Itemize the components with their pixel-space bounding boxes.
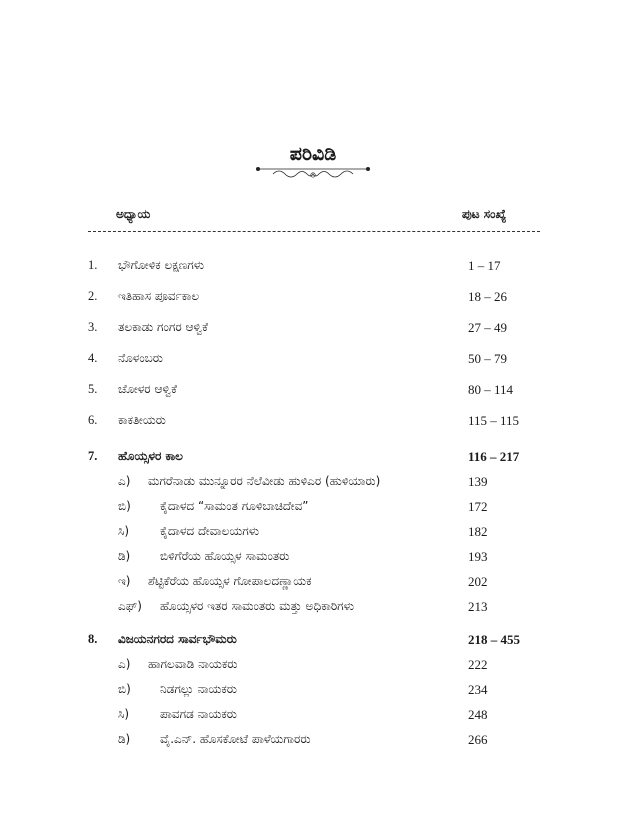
- toc-entry: [0, 707, 626, 727]
- page-range: 172: [468, 499, 488, 514]
- page-range: 27 – 49: [468, 320, 507, 335]
- toc-entry: [0, 474, 626, 494]
- toc-entry: [0, 499, 626, 519]
- page-range: 202: [468, 574, 488, 589]
- toc-entry: [0, 289, 626, 309]
- entry-title: ಪಾವಗಡ ನಾಯಕರು: [160, 707, 237, 721]
- subsection-marker: ಸಿ): [118, 707, 130, 721]
- subsection-marker: ಡಿ): [118, 549, 131, 563]
- entry-title: ಹಾಗಲವಾಡಿ ನಾಯಕರು: [148, 657, 238, 671]
- chapter-number: 3.: [88, 320, 98, 334]
- toc-entry: [0, 682, 626, 702]
- page-range: 193: [468, 549, 488, 564]
- page-range: 213: [468, 599, 488, 614]
- chapter-number: 5.: [88, 382, 98, 396]
- entry-title: ಹೊಯ್ಸಳರ ಕಾಲ: [118, 449, 183, 463]
- chapter-number: 6.: [88, 413, 98, 427]
- subsection-marker: ಎ): [118, 657, 131, 671]
- entry-title: ಭೌಗೋಳಿಕ ಲಕ್ಷಣಗಳು: [118, 258, 205, 272]
- entry-title: ಬಿಳಿಗೆರೆಯ ಹೊಯ್ಸಳ ಸಾಮಂತರು: [160, 549, 290, 563]
- toc-entry: [0, 258, 626, 278]
- page-range: 182: [468, 524, 488, 539]
- chapter-number: 7.: [88, 449, 98, 463]
- page-range: 1 – 17: [468, 258, 501, 273]
- subsection-marker: ಬಿ): [118, 682, 131, 696]
- entry-title: ಕೈದಾಳದ “ಸಾಮಂತ ಗೂಳಿಬಾಚಿದೇವ”: [160, 499, 309, 513]
- entry-title: ಮಗರೆನಾಡು ಮುನ್ನೂರರ ನೆಲೆವೀಡು ಹುಳಿಎರ (ಹುಳಿಯಾರು): [148, 474, 381, 488]
- entry-title: ತಲಕಾಡು ಗಂಗರ ಆಳ್ವಿಕೆ: [118, 320, 208, 334]
- chapter-number: 2.: [88, 289, 98, 303]
- subsection-marker: ಇ): [118, 574, 131, 588]
- entry-title: ಕಾಕತೀಯರು: [118, 413, 166, 427]
- toc-entry: [0, 632, 626, 652]
- entry-title: ಶೆಟ್ಟಿಕೆರೆಯ ಹೊಯ್ಸಳ ಗೋಪಾಲದಣ್ಣಾಯಕ: [148, 574, 312, 588]
- page-range: 115 – 115: [468, 413, 520, 428]
- page-range: 116 – 217: [468, 449, 520, 464]
- page-range: 139: [468, 474, 488, 489]
- subsection-marker: ಎಫ್): [118, 599, 142, 613]
- entry-title: ಹೊಯ್ಸಳರ ಇತರ ಸಾಮಂತರು ಮತ್ತು ಅಧಿಕಾರಿಗಳು: [160, 599, 355, 613]
- toc-entry: [0, 657, 626, 677]
- header-divider: [88, 231, 540, 232]
- page-range: 18 – 26: [468, 289, 507, 304]
- subsection-marker: ಎ): [118, 474, 131, 488]
- toc-entry: [0, 413, 626, 433]
- toc-entry: [0, 320, 626, 340]
- entry-title: ವೈ.ಎನ್. ಹೊಸಕೋಟೆ ಪಾಳೆಯಗಾರರು: [160, 732, 311, 746]
- chapter-number: 8.: [88, 632, 98, 646]
- toc-entry: [0, 574, 626, 594]
- entry-title: ಇತಿಹಾಸ ಪೂರ್ವಕಾಲ: [118, 289, 200, 303]
- page-title: ಪರಿವಿಡಿ: [289, 143, 337, 165]
- entry-title: ಕೈದಾಳದ ದೇವಾಲಯಗಳು: [160, 524, 260, 538]
- page-range: 234: [468, 682, 488, 697]
- toc-entry: [0, 732, 626, 752]
- page-range: 218 – 455: [468, 632, 520, 647]
- toc-entry: [0, 549, 626, 569]
- toc-entry: [0, 599, 626, 619]
- title-ornament-icon: [255, 164, 371, 182]
- toc-entry: [0, 351, 626, 371]
- chapter-column-header: ಅಧ್ಯಾಯ: [116, 207, 151, 221]
- page-range: 222: [468, 657, 488, 672]
- chapter-number: 1.: [88, 258, 98, 272]
- page-range: 266: [468, 732, 488, 747]
- page-range: 80 – 114: [468, 382, 514, 397]
- toc-entry: [0, 524, 626, 544]
- entry-title: ನಿಡಗಲ್ಲು ನಾಯಕರು: [160, 682, 237, 696]
- chapter-number: 4.: [88, 351, 98, 365]
- subsection-marker: ಬಿ): [118, 499, 131, 513]
- subsection-marker: ಡಿ): [118, 732, 131, 746]
- entry-title: ವಿಜಯನಗರದ ಸಾರ್ವಭೌಮರು: [118, 632, 237, 646]
- page-column-header: ಪುಟ ಸಂಖ್ಯೆ: [462, 207, 507, 221]
- subsection-marker: ಸಿ): [118, 524, 130, 538]
- page-range: 248: [468, 707, 488, 722]
- page-range: 50 – 79: [468, 351, 507, 366]
- toc-entry: [0, 382, 626, 402]
- entry-title: ನೊಳಂಬರು: [118, 351, 163, 365]
- toc-entry: [0, 449, 626, 469]
- entry-title: ಚೋಳರ ಆಳ್ವಿಕೆ: [118, 382, 177, 396]
